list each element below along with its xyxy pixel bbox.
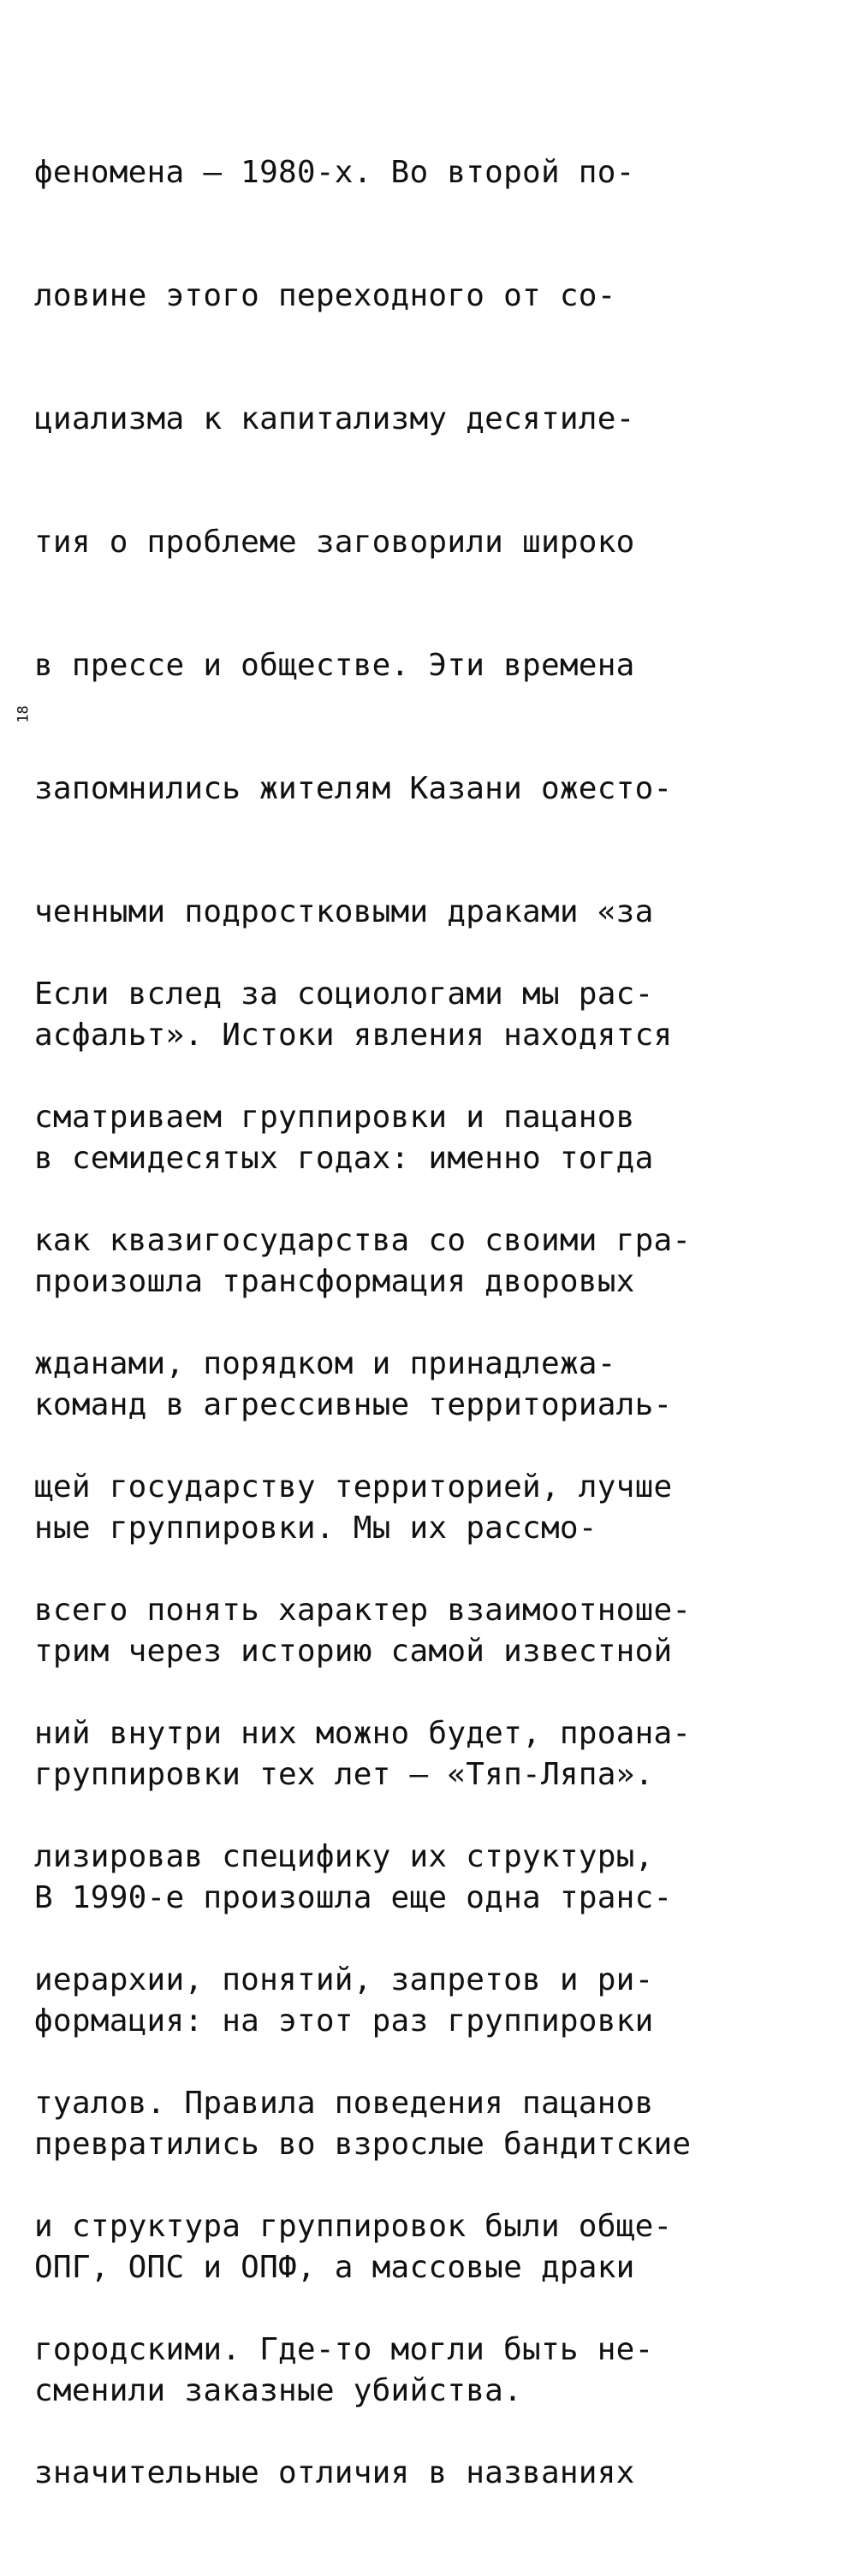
text-line: запомнились жителям Казани ожесто- xyxy=(34,771,673,806)
text-line: иерархии, понятий, запретов и ри- xyxy=(34,1962,654,1997)
text-line: Если вслед за социологами мы рас- xyxy=(34,976,654,1012)
text-line: превратились во взрослые бандитские xyxy=(34,2127,692,2162)
text-line: и структура группировок были обще- xyxy=(34,2209,673,2244)
text-line: сматриваем группировки и пацанов xyxy=(34,1100,635,1135)
text-line: тия о проблеме заговорили широко xyxy=(34,525,635,560)
text-line: ченными подростковыми драками «за xyxy=(34,894,654,929)
text-line: команд в агрессивные территориаль- xyxy=(34,1387,673,1422)
text-line: всего понять характер взаимоотноше- xyxy=(34,1593,692,1628)
text-line: щей государству территорией, лучше xyxy=(34,1469,673,1505)
text-line: туалов. Правила поведения пацанов xyxy=(34,2086,654,2121)
text-line: ловине этого переходного от со- xyxy=(34,278,616,313)
text-line: сменили заказные убийства. xyxy=(34,2373,523,2408)
text-line: произошла трансформация дворовых xyxy=(34,1264,635,1299)
text-line: лизировав специфику их структуры, xyxy=(34,1839,654,1874)
text-line: жданами, порядком и принадлежа- xyxy=(34,1346,616,1381)
text-line: трим через историю самой известной xyxy=(34,1634,673,1669)
page-number: 18 xyxy=(15,705,33,723)
text-line: ОПГ, ОПС и ОПФ, а массовые драки xyxy=(34,2250,635,2285)
text-line: группировки тех лет — «Тяп-Ляпа». xyxy=(34,1757,654,1792)
text-line: в семидесятых годах: именно тогда xyxy=(34,1141,654,1176)
text-line: значительные отличия в названиях xyxy=(34,2455,635,2490)
paragraph-2 xyxy=(34,892,830,2576)
text-line: как квазигосударства со своими гра- xyxy=(34,1223,692,1258)
text-line: асфальт». Истоки явления находятся xyxy=(34,1018,673,1053)
text-line: циализма к капитализму десятиле- xyxy=(34,401,635,436)
text-line: В 1990-е произошла еще одна транс- xyxy=(34,1880,673,1915)
text-line: ные группировки. Мы их рассмо- xyxy=(34,1511,597,1546)
text-line: ний внутри них можно будет, проана- xyxy=(34,1716,692,1751)
text-line: формация: на этот раз группировки xyxy=(34,2003,654,2039)
text-line: городскими. Где-то могли быть не- xyxy=(34,2332,654,2367)
text-line: в прессе и обществе. Эти времена xyxy=(34,648,635,683)
text-line: феномена — 1980-х. Во второй по- xyxy=(34,155,635,190)
